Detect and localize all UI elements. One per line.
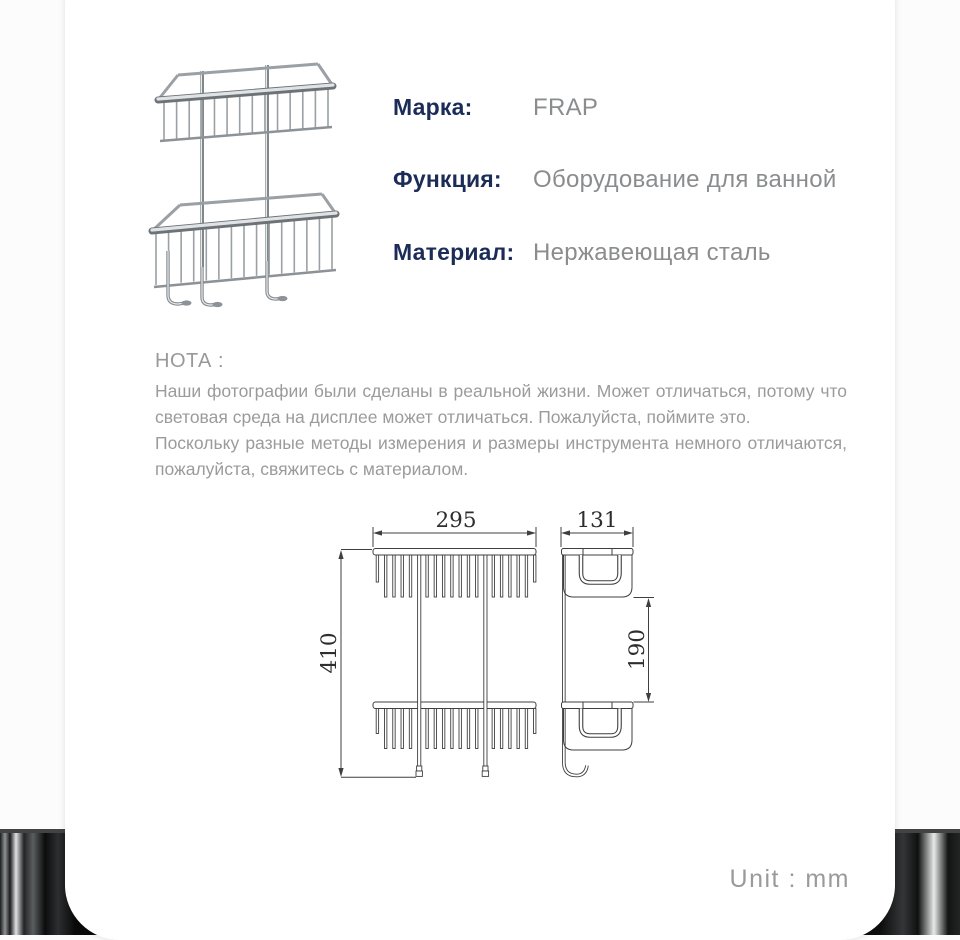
unit-label: Unit : mm	[729, 865, 850, 893]
dim-gap-label: 190	[625, 628, 650, 671]
spec-row-brand	[393, 94, 598, 122]
top-basket	[158, 64, 333, 141]
material-label: Материал:	[393, 239, 515, 265]
content-card	[65, 0, 895, 940]
note-heading: НОТА :	[155, 350, 225, 372]
note-body	[155, 378, 847, 482]
spec-row-material	[393, 239, 771, 267]
dim-height-label: 410	[317, 632, 342, 674]
brand-label: Марка:	[393, 94, 473, 120]
brand-value: FRAP	[533, 94, 599, 121]
dim-depth-label: 131	[576, 508, 618, 533]
note-paragraph: Поскольку разные методы измерения и размеры инструмента немного отличаются, пожалуйста, свяжитесь с материалом.	[155, 433, 847, 479]
dim-width-label: 295	[435, 508, 477, 533]
function-value: Оборудование для ванной	[533, 166, 837, 193]
dimension-drawing	[313, 495, 665, 795]
function-label: Функция:	[393, 166, 502, 192]
product-photo	[140, 55, 350, 315]
front-view	[338, 527, 536, 777]
spec-row-function	[393, 166, 837, 194]
note-paragraph: Наши фотографии были сделаны в реальной жизни. Может отличаться, потому что световая среда на дисплее может отличаться. Пожалуйста, поймите это.	[155, 381, 847, 427]
bottom-basket	[152, 194, 336, 287]
material-value: Нержавеющая сталь	[533, 239, 771, 266]
